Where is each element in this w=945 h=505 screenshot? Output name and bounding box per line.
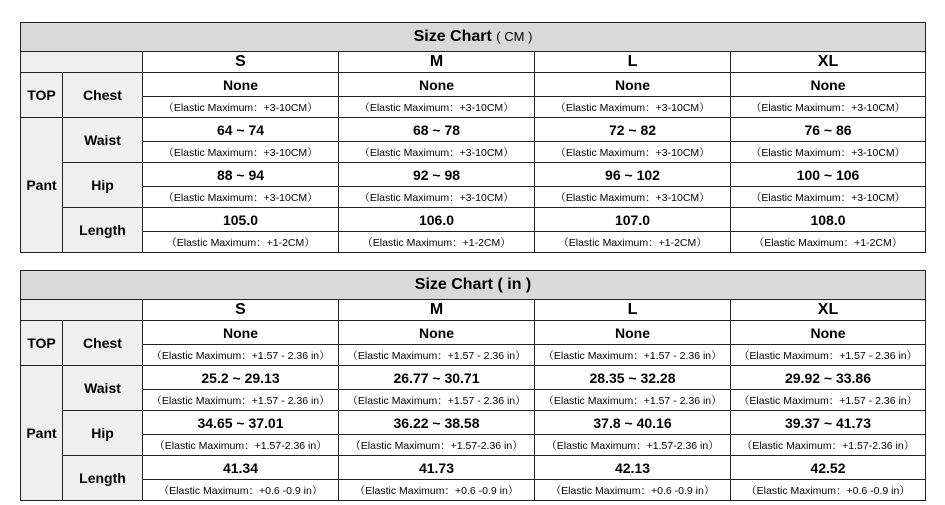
size-header-s: S (143, 300, 339, 321)
elastic-note: （Elastic Maximum：+1.57-2.36 in） (339, 435, 535, 456)
size-header-xl: XL (731, 300, 926, 321)
elastic-note: （Elastic Maximum：+3-10CM） (731, 97, 926, 118)
elastic-note: （Elastic Maximum：+3-10CM） (143, 142, 339, 163)
elastic-note: （Elastic Maximum：+0.6 -0.9 in） (143, 480, 339, 501)
table-row (21, 435, 926, 456)
value-cell: 105.0 (143, 208, 339, 232)
value-cell: None (535, 321, 731, 345)
elastic-note: （Elastic Maximum：+1-2CM） (143, 232, 339, 253)
value-cell: None (143, 321, 339, 345)
row-label-chest: Chest (63, 73, 143, 118)
table-row (21, 456, 926, 480)
title-unit: ( in ) (497, 276, 532, 293)
size-header-s: S (143, 52, 339, 73)
size-chart-title (21, 23, 926, 52)
size-header-l: L (535, 300, 731, 321)
value-cell: 76 ~ 86 (731, 118, 926, 142)
value-cell: 41.34 (143, 456, 339, 480)
table-row (21, 118, 926, 142)
value-cell: None (143, 73, 339, 97)
table-row (21, 163, 926, 187)
table-row (21, 345, 926, 366)
row-label-chest: Chest (63, 321, 143, 366)
value-cell: 108.0 (731, 208, 926, 232)
size-header-row (21, 300, 926, 321)
section-label-pant: Pant (21, 366, 63, 501)
title-text: Size Chart (413, 28, 492, 45)
value-cell: 96 ~ 102 (535, 163, 731, 187)
elastic-note: （Elastic Maximum：+1.57 - 2.36 in） (339, 345, 535, 366)
value-cell: 92 ~ 98 (339, 163, 535, 187)
size-header-row (21, 52, 926, 73)
elastic-note: （Elastic Maximum：+1.57-2.36 in） (143, 435, 339, 456)
value-cell: None (731, 73, 926, 97)
table-row (21, 366, 926, 390)
value-cell: None (339, 321, 535, 345)
elastic-note: （Elastic Maximum：+3-10CM） (535, 97, 731, 118)
value-cell: 64 ~ 74 (143, 118, 339, 142)
elastic-note: （Elastic Maximum：+1.57 - 2.36 in） (143, 390, 339, 411)
elastic-note: （Elastic Maximum：+1.57-2.36 in） (535, 435, 731, 456)
elastic-note: （Elastic Maximum：+1.57 - 2.36 in） (731, 390, 926, 411)
table-row (21, 480, 926, 501)
size-chart-in-table (20, 270, 926, 501)
elastic-note: （Elastic Maximum：+1.57 - 2.36 in） (731, 345, 926, 366)
title-text: Size Chart (414, 276, 494, 293)
title-unit: ( CM ) (496, 29, 533, 44)
elastic-note: （Elastic Maximum：+1-2CM） (339, 232, 535, 253)
table-row (21, 187, 926, 208)
row-label-hip: Hip (63, 163, 143, 208)
table-row (21, 232, 926, 253)
section-label-pant: Pant (21, 118, 63, 253)
table-row (21, 97, 926, 118)
value-cell: 100 ~ 106 (731, 163, 926, 187)
row-label-waist: Waist (63, 118, 143, 163)
size-header-m: M (339, 300, 535, 321)
elastic-note: （Elastic Maximum：+1-2CM） (535, 232, 731, 253)
value-cell: 42.13 (535, 456, 731, 480)
section-label-top: TOP (21, 73, 63, 118)
elastic-note: （Elastic Maximum：+1.57 - 2.36 in） (535, 345, 731, 366)
value-cell: 68 ~ 78 (339, 118, 535, 142)
elastic-note: （Elastic Maximum：+1.57 - 2.36 in） (339, 390, 535, 411)
elastic-note: （Elastic Maximum：+3-10CM） (339, 187, 535, 208)
header-blank-cell (21, 300, 143, 321)
value-cell: 37.8 ~ 40.16 (535, 411, 731, 435)
row-label-length: Length (63, 208, 143, 253)
size-chart-title (21, 271, 926, 300)
size-chart-cm-table (20, 22, 926, 253)
section-label-top: TOP (21, 321, 63, 366)
value-cell: None (731, 321, 926, 345)
elastic-note: （Elastic Maximum：+0.6 -0.9 in） (731, 480, 926, 501)
elastic-note: （Elastic Maximum：+3-10CM） (143, 187, 339, 208)
elastic-note: （Elastic Maximum：+3-10CM） (535, 187, 731, 208)
value-cell: 25.2 ~ 29.13 (143, 366, 339, 390)
elastic-note: （Elastic Maximum：+0.6 -0.9 in） (339, 480, 535, 501)
row-label-hip: Hip (63, 411, 143, 456)
value-cell: 42.52 (731, 456, 926, 480)
table-row (21, 390, 926, 411)
value-cell: None (339, 73, 535, 97)
value-cell: 88 ~ 94 (143, 163, 339, 187)
size-header-m: M (339, 52, 535, 73)
value-cell: 39.37 ~ 41.73 (731, 411, 926, 435)
size-header-xl: XL (731, 52, 926, 73)
value-cell: 26.77 ~ 30.71 (339, 366, 535, 390)
elastic-note: （Elastic Maximum：+0.6 -0.9 in） (535, 480, 731, 501)
elastic-note: （Elastic Maximum：+1.57-2.36 in） (731, 435, 926, 456)
elastic-note: （Elastic Maximum：+3-10CM） (339, 97, 535, 118)
elastic-note: （Elastic Maximum：+3-10CM） (143, 97, 339, 118)
value-cell: None (535, 73, 731, 97)
value-cell: 29.92 ~ 33.86 (731, 366, 926, 390)
value-cell: 72 ~ 82 (535, 118, 731, 142)
elastic-note: （Elastic Maximum：+3-10CM） (339, 142, 535, 163)
row-label-length: Length (63, 456, 143, 501)
value-cell: 34.65 ~ 37.01 (143, 411, 339, 435)
value-cell: 28.35 ~ 32.28 (535, 366, 731, 390)
size-header-l: L (535, 52, 731, 73)
elastic-note: （Elastic Maximum：+1-2CM） (731, 232, 926, 253)
elastic-note: （Elastic Maximum：+3-10CM） (731, 187, 926, 208)
header-blank-cell (21, 52, 143, 73)
elastic-note: （Elastic Maximum：+3-10CM） (535, 142, 731, 163)
value-cell: 41.73 (339, 456, 535, 480)
table-row (21, 321, 926, 345)
elastic-note: （Elastic Maximum：+3-10CM） (731, 142, 926, 163)
elastic-note: （Elastic Maximum：+1.57 - 2.36 in） (143, 345, 339, 366)
table-row (21, 142, 926, 163)
table-row (21, 73, 926, 97)
elastic-note: （Elastic Maximum：+1.57 - 2.36 in） (535, 390, 731, 411)
value-cell: 106.0 (339, 208, 535, 232)
value-cell: 36.22 ~ 38.58 (339, 411, 535, 435)
row-label-waist: Waist (63, 366, 143, 411)
value-cell: 107.0 (535, 208, 731, 232)
table-row (21, 411, 926, 435)
table-row (21, 208, 926, 232)
